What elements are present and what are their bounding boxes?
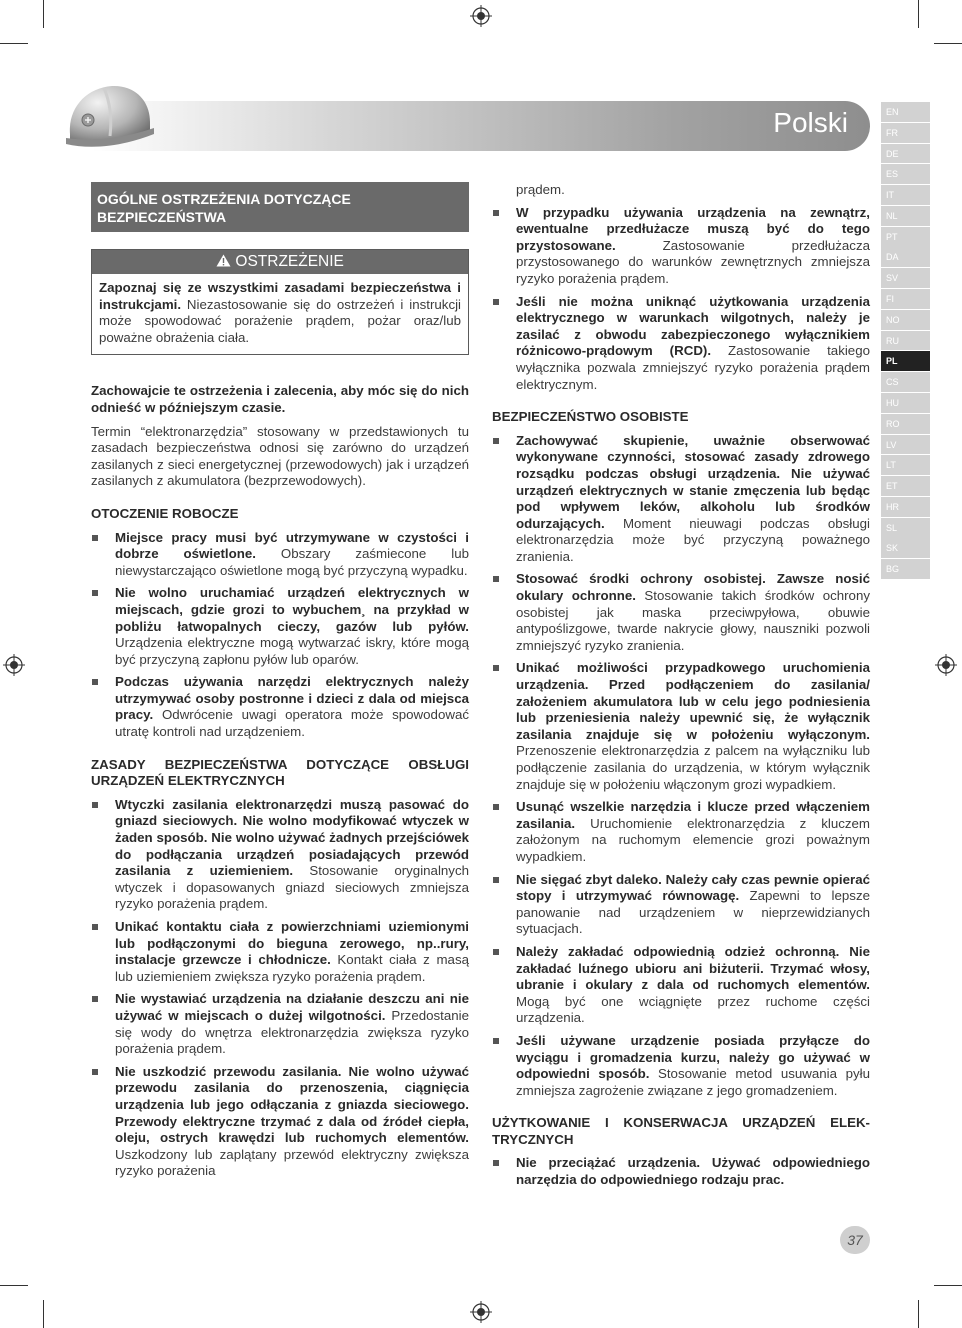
continuation-text: prądem. [516, 182, 565, 197]
language-tab-sl: SL [881, 518, 930, 538]
language-tab-it: IT [881, 185, 930, 205]
list-item-text: Stosowanie metod usuwania pyłu zmniejsza zagrożenie związane z jego gromadzeniem. [516, 1066, 870, 1098]
list-item-bold: Wtyczki zasilania elektronarzędzi muszą pasować do gniazd sieciowych. Nie wolno modyfikować wtyczek w żaden sposób. Nie wolno używać żadnych przejściówek do podłączania urządzeń posiadających przewód zasilania z uziemieniem. [115, 796, 469, 879]
list-item [492, 1155, 870, 1188]
list-item-text: Zapewni to lepsze panowanie nad urządzeniem w nieprzewidzianych sytuacjach. [516, 888, 870, 937]
helmet-icon [64, 78, 156, 158]
list-item-bold: Nie wolno uruchamiać urządzeń elektrycznych w miejscach, gdzie grozi to wybuchem¸ na przykład w pobliżu łatwopalnych cieczy, gazów lub pyłów. [115, 585, 469, 634]
language-tab-fr: FR [881, 123, 930, 143]
language-tab-ru: RU [881, 331, 930, 351]
page-language-title: Polski [773, 107, 848, 138]
language-tab-de: DE [881, 144, 930, 164]
warning-body [92, 274, 468, 354]
language-tab-et: ET [881, 476, 930, 496]
warning-box [91, 249, 469, 355]
electrical-safety-list [91, 797, 469, 1180]
warning-title: OSTRZEŻENIE [235, 253, 344, 270]
list-item-text: Kontakt ciała z masą lub uziemieniem zwiększa ryzyko porażenia prądem. [115, 952, 469, 984]
list-item-bold: Nie przeciążać urządzenia. Używać odpowiedniego narzędzia do odpowiedniego rodzaju prac. [516, 1155, 870, 1188]
left-column [91, 182, 469, 1180]
list-item-bold: Podczas używania narzędzi elektrycznych należy utrzymywać osoby postronne i dzieci z dala od miejsca pracy. [115, 674, 469, 723]
list-item-bold: Nie wystawiać urządzenia na działanie deszczu ani nie używać w miejscach o dużej wilgotności. [115, 991, 469, 1023]
language-tab-bg: BG [881, 559, 930, 579]
list-item-text: Zastosowanie przedłużacza przystosowanego do warunków zewnętrznych zmniejsza ryzyko porażenia prądem. [516, 237, 870, 286]
warning-triangle-icon [216, 254, 231, 267]
language-tab-da: DA [881, 247, 930, 267]
list-item-bold: Nie uszkodzić przewodu zasilania. Nie wolno używać przewodu zasilania do przenoszenia, ciągnięcia urządzenia lub jego odłączania z gniazda sieciowego. Przewody elektryczne trzymać z dala od źródeł ciepła, oleju, ostrych krawędzi lub ruchomych elementów. [115, 1063, 469, 1146]
list-item [492, 205, 870, 288]
list-item-text: Moment nieuwagi podczas obsługi elektronarzędzia może być przyczyną poważnego zranienia. [516, 515, 870, 564]
list-item-bold: W przypadku używania urządzenia na zewnątrz, ewentualne przedłużacze muszą być do tego przystosowane. [516, 204, 870, 253]
list-item-bold: Stosować środki ochrony osobistej. Zawsze nosić okulary ochronne. [516, 571, 870, 604]
crop-mark [934, 1285, 962, 1286]
right-column [492, 182, 870, 1189]
keep-instructions-note: Zachowajcie te ostrzeżenia i zalecenia, aby móc się do nich odnieść w późniejszym czasie. [91, 383, 469, 415]
list-item-bold: Należy zakładać odpowiednią odzież ochronną. Nie zakładać luźnego ubioru ani biżuterii. Trzymać włosy, ubranie i okulary z dala od ruchomych elementów. [516, 943, 870, 993]
list-item-text: Obszary zaśmiecone lub niewystarczająco oświetlone mogą być przyczyną wypadku. [115, 546, 469, 578]
registration-mark-icon [470, 5, 492, 27]
list-item [91, 991, 469, 1057]
list-item-text: Zastosowanie takiego wyłącznika pozwala zmniejszyć ryzyko porażenia prądem elektrycznym. [516, 343, 870, 392]
crop-mark [0, 1285, 28, 1286]
list-item-text: Stosowanie takich środków ochrony osobistej jak maska przeciwpyłowa, obuwie antypoślizgowe, twarde nakrycie głowy, nauszniki pozwoli zmniejszyć ryzyko zranienia. [516, 588, 870, 653]
list-item [91, 797, 469, 913]
page-number: 37 [840, 1226, 870, 1254]
list-item [91, 530, 469, 580]
warning-header [92, 250, 468, 274]
heading-work-area: OTOCZENIE ROBOCZE [91, 505, 239, 521]
language-tab-pt: PT [881, 227, 930, 247]
list-item-text: Urządzenia elektryczne mogą wytwarzać iskry, które mogą być przyczyną zapłonu pyłów lub oparów. [115, 635, 469, 667]
crop-mark [918, 1300, 919, 1328]
list-item-text: Odwrócenie uwagi operatora może spowodować utratę kontroli nad urządzeniem. [115, 707, 469, 740]
list-item-bold: Jeśli nie można uniknąć użytkowania urządzenia elektrycznego w warunkach wilgotnych, należy je zasilać z obwodu zabezpieczonego wyłącznikiem różnicowo-prądowym (RCD). [516, 293, 870, 359]
registration-mark-icon [935, 654, 957, 676]
language-tab-lv: LV [881, 435, 930, 455]
warning-text: Niezastosowanie się do ostrzeżeń i instrukcji może spowodować porażenie prądem, pożar oraz/lub poważne obrażenia ciała. [99, 296, 461, 345]
list-item [91, 585, 469, 668]
list-item [492, 571, 870, 654]
list-item [492, 294, 870, 394]
list-item-bold: Unikać możliwości przypadkowego uruchomienia urządzenia. Przed podłączeniem do zasilania/ założeniem akumulatora lub w celu jego podniesienia lub przeniesienia należy upewnić się, że wyłącznik zasilania znajduje się w położeniu wyłączonym. [516, 660, 870, 742]
language-tab-fi: FI [881, 289, 930, 309]
registration-mark-icon [470, 1301, 492, 1323]
list-item-text: Uruchomienie elektronarzędzia z kluczem założonym na ruchomym elemencie grozi poważnym wypadkiem. [516, 815, 870, 864]
warning-bold-text: Zapoznaj się ze wszystkimi zasadami bezpieczeństwa i instrukcjami. [99, 280, 461, 312]
crop-mark [43, 0, 44, 28]
language-tab-sv: SV [881, 268, 930, 288]
electrical-safety-list-continued [492, 205, 870, 394]
list-item-bold: Usunąć wszelkie narzędzia i klucze przed włączeniem zasilania. [516, 799, 870, 831]
language-tab-es: ES [881, 164, 930, 184]
list-item-text: Przedostanie się wody do wnętrza elektronarzędzia zwiększa ryzyko porażenia prądem. [115, 1007, 469, 1057]
list-item [91, 674, 469, 740]
crop-mark [0, 43, 28, 44]
language-tab-hr: HR [881, 497, 930, 517]
language-tab-sk: SK [881, 538, 930, 558]
list-item-bold: Jeśli używane urządzenie posiada przyłącze do wyciągu i gromadzenia kurzu, należy go używać w odpowiedni sposób. [516, 1032, 870, 1082]
list-item [492, 944, 870, 1027]
list-item-text: Mogą być one wciągnięte przez ruchome części urządzenia. [516, 993, 870, 1026]
list-item [492, 872, 870, 938]
list-item-text: Uszkodzony lub zaplątany przewód elektryczny zwiększa ryzyko porażenia [115, 1146, 469, 1179]
term-definition-note: Termin “elektronarzędzia” stosowany w przedstawionych tu zasadach bezpieczeństwa odnosi się zarówno do urządzeń zasilanych z sieci energetycznej (przewodowych) jak i urządzeń zasilanych z akumulatora (bezprzewodowych). [91, 423, 469, 489]
crop-mark [43, 1300, 44, 1328]
language-tab-cs: CS [881, 372, 930, 392]
list-item-bold: Miejsce pracy musi być utrzymywane w czystości i dobrze oświetlone. [115, 529, 469, 562]
crop-mark [918, 0, 919, 28]
language-tabs [881, 102, 930, 580]
work-area-list [91, 530, 469, 741]
list-item [91, 1064, 469, 1180]
language-tab-nl: NL [881, 206, 930, 226]
language-tab-pl: PL [881, 351, 930, 371]
personal-safety-list [492, 433, 870, 1100]
maintenance-list [492, 1155, 870, 1188]
language-tab-ro: RO [881, 414, 930, 434]
heading-electrical-safety: ZASADY BEZPIECZEŃSTWA DOTYCZĄCE OBSŁUGI URZĄDZEŃ ELEKTRYCZNYCH [91, 756, 469, 789]
list-item-text: Przenoszenie elektronarzędzia z palcem na wyłączniku lub podłączenie zasilania do urządzenia, w którym wyłącznik znajduje się w położeniu włączonym grozi wypadkiem. [516, 743, 870, 792]
language-tab-en: EN [881, 102, 930, 122]
language-tab-no: NO [881, 310, 930, 330]
list-item [492, 799, 870, 865]
heading-personal-safety: BEZPIECZEŃSTWO OSOBISTE [492, 409, 689, 425]
language-tab-lt: LT [881, 455, 930, 475]
header-band [92, 101, 870, 151]
list-item [492, 1033, 870, 1099]
heading-use-and-maintenance: UŻYTKOWANIE I KONSERWACJA URZĄDZEŃ ELEK-TRYCZNYCH [492, 1115, 870, 1147]
list-item-bold: Unikać kontaktu ciała z powierzchniami uziemionymi lub podłączonymi do bieguna zerowego, np..rury, instalacje grzewcze i chłodnicze. [115, 919, 469, 968]
list-item [492, 660, 870, 793]
list-item-text: Stosowanie oryginalnych wtyczek i dopasowanych gniazd sieciowych zmniejsza ryzyko porażenia prądem. [115, 863, 469, 912]
list-item-bold: Nie sięgać zbyt daleko. Należy cały czas pewnie opierać stopy i utrzymywać równowagę. [516, 871, 870, 904]
language-tab-hu: HU [881, 393, 930, 413]
crop-mark [934, 43, 962, 44]
list-item [492, 433, 870, 566]
registration-mark-icon [3, 654, 25, 676]
section-title-general-warnings: OGÓLNE OSTRZEŻENIA DOTYCZĄCE BEZPIECZEŃSTWA [91, 182, 469, 232]
list-item-bold: Zachowywać skupienie, uważnie obserwować wykonywane czynności, stosować zasady zdrowego rozsądku podczas obsługi urządzenia. Nie używać urządzeń elektrycznych w stanie zmęczenia lub będąc pod wpływem leków, alkoholu lub środków odurzających. [516, 432, 870, 531]
list-item [91, 919, 469, 985]
